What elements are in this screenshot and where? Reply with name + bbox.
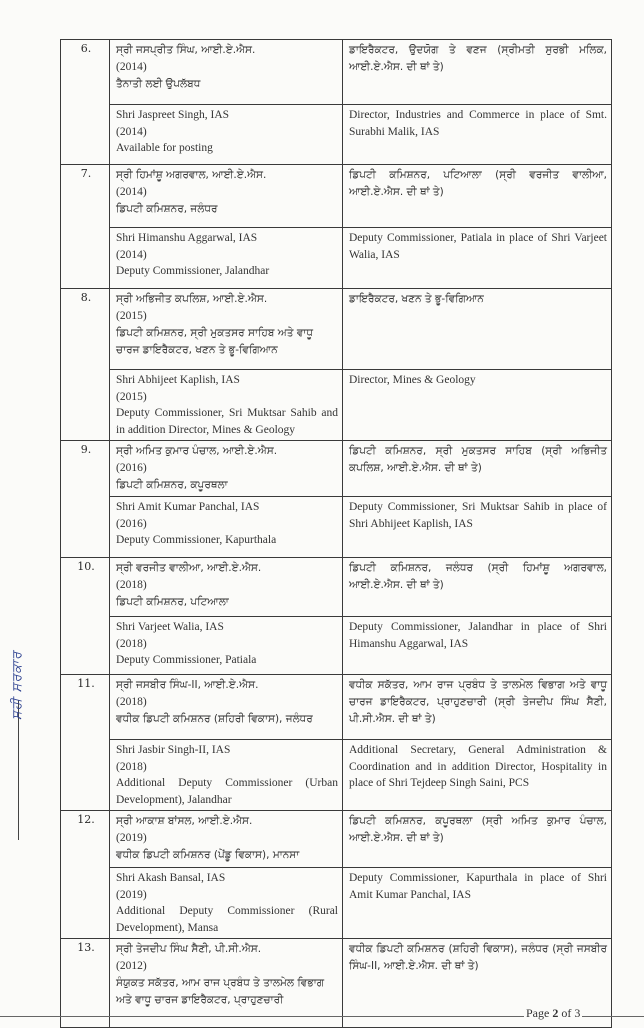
new-posting-cell-punjabi: [343, 675, 612, 740]
officer-name: ਸ੍ਰੀ ਆਕਾਸ਼ ਬਾਂਸਲ, ਆਈ.ਏ.ਐਸ.: [116, 815, 253, 827]
officer-name: ਸ੍ਰੀ ਹਿਮਾਂਸ਼ੂ ਅਗਰਵਾਲ, ਆਈ.ਏ.ਐਸ.: [116, 169, 267, 181]
officer-name: Shri Varjeet Walia, IAS: [116, 621, 224, 633]
officer-name: ਸ੍ਰੀ ਅਮਿਤ ਕੁਮਾਰ ਪੰਚਾਲ, ਆਈ.ਏ.ਐਸ.: [116, 445, 278, 457]
entry-row-punjabi: [61, 40, 612, 105]
batch-year: (2018): [116, 696, 147, 708]
batch-year: (2015): [116, 310, 147, 322]
new-posting-cell-punjabi: [343, 40, 612, 105]
entry-row-punjabi: [61, 675, 612, 740]
entry-row-punjabi: [61, 811, 612, 868]
officer-cell-punjabi: [110, 289, 343, 370]
officer-cell-punjabi: [110, 165, 343, 228]
current-posting: ਤੈਨਾਤੀ ਲਈ ਉਪਲੱਬਧ: [116, 77, 201, 90]
new-posting: Deputy Commissioner, Sri Muktsar Sahib in place of Shri Abhijeet Kaplish, IAS: [349, 501, 607, 530]
new-posting: Additional Secretary, General Administration & Coordination and in addition Director, Hospitality in place of Shri Tejdeep Singh Saini, PCS: [349, 744, 607, 789]
current-posting: Deputy Commissioner, Jalandhar: [116, 265, 270, 277]
current-posting: Additional Deputy Commissioner (Rural Development), Mansa: [116, 905, 338, 934]
current-posting: ਸੰਯੁਕਤ ਸਕੱਤਰ, ਆਮ ਰਾਜ ਪ੍ਰਬੰਧ ਤੇ ਤਾਲਮੇਲ ਵਿਭਾਗ ਅਤੇ ਵਾਧੂ ਚਾਰਜ ਡਾਇਰੈਕਟਰ, ਪ੍ਰਾਹੁਣਚਾਰੀ: [116, 976, 325, 1006]
serial-number: 12.: [61, 811, 110, 939]
batch-year: (2018): [116, 637, 147, 650]
entry-row-punjabi: [61, 289, 612, 370]
new-posting-cell-english: [343, 868, 612, 939]
handwritten-signature: ਸਹੀ ਸਰਕਾਰ: [10, 650, 25, 720]
new-posting: ਡਿਪਟੀ ਕਮਿਸ਼ਨਰ, ਕਪੂਰਥਲਾ (ਸ੍ਰੀ ਅਮਿਤ ਕੁਮਾਰ ਪੰਚਾਲ, ਆਈ.ਏ.ਐਸ. ਦੀ ਥਾਂ ਤੇ): [349, 815, 607, 844]
current-posting: Available for posting: [116, 142, 213, 154]
new-posting: Director, Mines & Geology: [349, 374, 476, 386]
entry-row-english: [61, 370, 612, 441]
current-posting: ਡਿਪਟੀ ਕਮਿਸ਼ਨਰ, ਪਟਿਆਲਾ: [116, 595, 229, 608]
current-posting: ਡਿਪਟੀ ਕਮਿਸ਼ਨਰ, ਕਪੂਰਥਲਾ: [116, 478, 228, 491]
batch-year: (2019): [116, 888, 147, 901]
officer-cell-punjabi: [110, 40, 343, 105]
new-posting-cell-english: [343, 617, 612, 675]
officer-cell-punjabi: [110, 939, 343, 1028]
serial-number: 7.: [61, 165, 110, 289]
officer-name: ਸ੍ਰੀ ਤੇਜਦੀਪ ਸਿੰਘ ਸੈਣੀ, ਪੀ.ਸੀ.ਐਸ.: [116, 943, 262, 955]
new-posting-cell-punjabi: [343, 165, 612, 228]
officer-cell-english: [110, 370, 343, 441]
batch-year: (2016): [116, 462, 147, 474]
page-number: Page 2 of 3: [526, 1006, 581, 1020]
serial-number: 10.: [61, 558, 110, 675]
new-posting-cell-english: [343, 497, 612, 558]
officer-name: Shri Jaspreet Singh, IAS: [116, 109, 230, 121]
entry-row-english: [61, 617, 612, 675]
entry-row-english: [61, 740, 612, 811]
entry-row-english: [61, 105, 612, 165]
current-posting: ਡਿਪਟੀ ਕਮਿਸ਼ਨਰ, ਸ੍ਰੀ ਮੁਕਤਸਰ ਸਾਹਿਬ ਅਤੇ ਵਾਧੂ ਚਾਰਜ ਡਾਇਰੈਕਟਰ, ਖਣਨ ਤੇ ਭੂ-ਵਿਗਿਆਨ: [116, 326, 314, 356]
new-posting-cell-punjabi: [343, 441, 612, 497]
new-posting: ਡਿਪਟੀ ਕਮਿਸ਼ਨਰ, ਜਲੰਧਰ (ਸ੍ਰੀ ਹਿਮਾਂਸ਼ੂ ਅਗਰਵਾਲ, ਆਈ.ਏ.ਐਸ. ਦੀ ਥਾਂ ਤੇ): [349, 562, 607, 591]
officer-name: ਸ੍ਰੀ ਵਰਜੀਤ ਵਾਲੀਆ, ਆਈ.ਏ.ਐਸ.: [116, 562, 262, 574]
new-posting-cell-english: [343, 740, 612, 811]
officer-name: Shri Jasbir Singh-II, IAS: [116, 744, 231, 756]
new-posting: ਡਿਪਟੀ ਕਮਿਸ਼ਨਰ, ਪਟਿਆਲਾ (ਸ੍ਰੀ ਵਰਜੀਤ ਵਾਲੀਆ, ਆਈ.ਏ.ਐਸ. ਦੀ ਥਾਂ ਤੇ): [349, 169, 607, 198]
batch-year: (2016): [116, 517, 147, 530]
serial-number: 6.: [61, 40, 110, 165]
officer-name: ਸ੍ਰੀ ਜਸਬੀਰ ਸਿੰਘ-II, ਆਈ.ਏ.ਐਸ.: [116, 679, 259, 691]
entry-row-english: [61, 228, 612, 289]
serial-number: 13.: [61, 939, 110, 1028]
batch-year: (2015): [116, 390, 147, 403]
entry-row-punjabi: [61, 558, 612, 617]
margin-line: [18, 700, 19, 840]
batch-year: (2018): [116, 579, 147, 591]
batch-year: (2012): [116, 960, 147, 972]
officer-cell-english: [110, 105, 343, 165]
officer-name: Shri Amit Kumar Panchal, IAS: [116, 501, 260, 513]
officer-name: ਸ੍ਰੀ ਜਸਪ੍ਰੀਤ ਸਿੰਘ, ਆਈ.ਏ.ਐਸ.: [116, 44, 256, 56]
new-posting-cell-english: [343, 105, 612, 165]
new-posting-cell-english: [343, 370, 612, 441]
new-posting: Deputy Commissioner, Kapurthala in place of Shri Amit Kumar Panchal, IAS: [349, 872, 607, 901]
officer-cell-punjabi: [110, 441, 343, 497]
officer-name: Shri Himanshu Aggarwal, IAS: [116, 232, 258, 244]
serial-number: 8.: [61, 289, 110, 441]
new-posting: ਵਧੀਕ ਸਕੱਤਰ, ਆਮ ਰਾਜ ਪ੍ਰਬੰਧ ਤੇ ਤਾਲਮੇਲ ਵਿਭਾਗ ਅਤੇ ਵਾਧੂ ਚਾਰਜ ਡਾਇਰੈਕਟਰ, ਪ੍ਰਾਹੁਣਚਾਰੀ (ਸ੍ਰੀ ਤੇਜਦੀਪ ਸਿੰਘ ਸੈਣੀ, ਪੀ.ਸੀ.ਐਸ. ਦੀ ਥਾਂ ਤੇ): [349, 679, 607, 725]
new-posting: ਡਾਇਰੈਕਟਰ, ਉਦਯੋਗ ਤੇ ਵਣਜ (ਸ੍ਰੀਮਤੀ ਸੁਰਭੀ ਮਲਿਕ, ਆਈ.ਏ.ਐਸ. ਦੀ ਥਾਂ ਤੇ): [349, 44, 607, 73]
officer-cell-english: [110, 868, 343, 939]
entry-row-english: [61, 868, 612, 939]
new-posting-cell-punjabi: [343, 558, 612, 617]
new-posting: Director, Industries and Commerce in place of Smt. Surabhi Malik, IAS: [349, 109, 607, 138]
entry-row-punjabi: [61, 441, 612, 497]
transfer-orders-table: [60, 39, 612, 1028]
officer-cell-english: [110, 740, 343, 811]
current-posting: ਵਧੀਕ ਡਿਪਟੀ ਕਮਿਸ਼ਨਰ (ਸ਼ਹਿਰੀ ਵਿਕਾਸ), ਜਲੰਧਰ: [116, 712, 313, 725]
serial-number: 9.: [61, 441, 110, 558]
current-posting: ਵਧੀਕ ਡਿਪਟੀ ਕਮਿਸ਼ਨਰ (ਪੇਂਡੂ ਵਿਕਾਸ), ਮਾਨਸਾ: [116, 848, 300, 861]
new-posting: ਡਾਇਰੈਕਟਰ, ਖਣਨ ਤੇ ਭੂ-ਵਿਗਿਆਨ: [349, 293, 484, 305]
batch-year: (2014): [116, 186, 147, 198]
entry-row-punjabi: [61, 165, 612, 228]
serial-number: 11.: [61, 675, 110, 811]
new-posting-cell-english: [343, 228, 612, 289]
officer-cell-english: [110, 617, 343, 675]
new-posting-cell-punjabi: [343, 289, 612, 370]
officer-cell-punjabi: [110, 811, 343, 868]
officer-cell-english: [110, 497, 343, 558]
current-posting: ਡਿਪਟੀ ਕਮਿਸ਼ਨਰ, ਜਲੰਧਰ: [116, 202, 218, 215]
batch-year: (2014): [116, 248, 147, 261]
officer-cell-punjabi: [110, 675, 343, 740]
current-posting: Additional Deputy Commissioner (Urban Development), Jalandhar: [116, 777, 338, 806]
batch-year: (2018): [116, 760, 147, 773]
batch-year: (2019): [116, 832, 147, 844]
new-posting-cell-punjabi: [343, 811, 612, 868]
new-posting: ਵਧੀਕ ਡਿਪਟੀ ਕਮਿਸ਼ਨਰ (ਸ਼ਹਿਰੀ ਵਿਕਾਸ), ਜਲੰਧਰ (ਸ੍ਰੀ ਜਸਬੀਰ ਸਿੰਘ-II, ਆਈ.ਏ.ਐਸ. ਦੀ ਥਾਂ ਤੇ): [349, 943, 607, 972]
batch-year: (2014): [116, 125, 147, 138]
officer-name: ਸ੍ਰੀ ਅਭਿਜੀਤ ਕਪਲਿਸ਼, ਆਈ.ਏ.ਐਸ.: [116, 293, 268, 305]
officer-cell-punjabi: [110, 558, 343, 617]
officer-cell-english: [110, 228, 343, 289]
entry-row-english: [61, 497, 612, 558]
officer-name: Shri Akash Bansal, IAS: [116, 872, 226, 884]
batch-year: (2014): [116, 61, 147, 73]
current-posting: Deputy Commissioner, Kapurthala: [116, 534, 277, 546]
current-posting: Deputy Commissioner, Patiala: [116, 654, 257, 666]
officer-name: Shri Abhijeet Kaplish, IAS: [116, 374, 240, 386]
current-posting: Deputy Commissioner, Sri Muktsar Sahib and in addition Director, Mines & Geology: [116, 407, 338, 436]
new-posting: Deputy Commissioner, Patiala in place of Shri Varjeet Walia, IAS: [349, 232, 607, 261]
new-posting: Deputy Commissioner, Jalandhar in place of Shri Himanshu Aggarwal, IAS: [349, 621, 607, 650]
new-posting: ਡਿਪਟੀ ਕਮਿਸ਼ਨਰ, ਸ੍ਰੀ ਮੁਕਤਸਰ ਸਾਹਿਬ (ਸ੍ਰੀ ਅਭਿਜੀਤ ਕਪਲਿਸ਼, ਆਈ.ਏ.ਐਸ. ਦੀ ਥਾਂ ਤੇ): [349, 445, 607, 474]
